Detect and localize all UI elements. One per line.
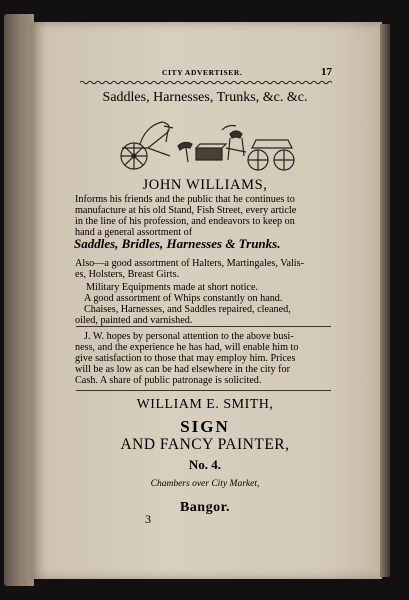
address-number: No. 4. (188, 457, 222, 472)
list-line-3: Military Equipments made at short notice. (86, 282, 259, 293)
list-line-6: oiled, painted and varnished. (75, 315, 193, 326)
intro-line-1: Informs his friends and the public that he continues to (75, 194, 295, 205)
closing-line-4: will be as low as can be had elsewhere in the city for (75, 364, 290, 375)
trade-line-fancy-painter: AND FANCY PAINTER, (120, 436, 290, 453)
closing-line-5: Cash. A share of public patronage is solicited. (75, 375, 262, 386)
running-head-title: CITY ADVERTISER. (162, 68, 243, 77)
proprietor-name: JOHN WILLIAMS, (142, 177, 268, 193)
product-tagline: Saddles, Bridles, Harnesses & Trunks. (74, 236, 281, 251)
list-line-4: A good assortment of Whips constantly on hand. (84, 293, 283, 304)
intro-line-3: in the line of his profession, and endeavors to keep on (75, 216, 295, 227)
closing-line-2: ness, and the experience he has had, will enable him to (75, 342, 299, 353)
ornamental-rule (80, 80, 335, 85)
painter-name: WILLIAM E. SMITH, (136, 397, 274, 412)
list-line-5: Chaises, Harnesses, and Saddles repaired, cleaned, (84, 304, 291, 315)
city-name: Bangor. (179, 500, 231, 515)
ad-separator-rule (76, 390, 331, 391)
saddlery-woodcut-illustration (118, 118, 296, 174)
trade-line-sign: SIGN (180, 417, 230, 436)
closing-line-3: give satisfaction to those that may employ him. Prices (75, 353, 296, 364)
ad-heading: Saddles, Harnesses, Trunks, &c. &c. (102, 90, 308, 105)
intro-line-2: manufacture at his old Stand, Fish Street, every article (75, 205, 297, 216)
list-line-2: es, Holsters, Breast Girts. (75, 269, 180, 280)
address-location: Chambers over City Market, (150, 479, 260, 489)
signature-mark: 3 (145, 512, 151, 526)
page-number: 17 (321, 66, 332, 78)
intro-line-4: hand a general assortment of (75, 227, 193, 238)
section-divider (76, 326, 331, 327)
page-stack-edge (380, 24, 390, 577)
closing-line-1: J. W. hopes by personal attention to the above busi- (84, 331, 294, 342)
list-line-1: Also—a good assortment of Halters, Martingales, Valis- (75, 258, 304, 269)
